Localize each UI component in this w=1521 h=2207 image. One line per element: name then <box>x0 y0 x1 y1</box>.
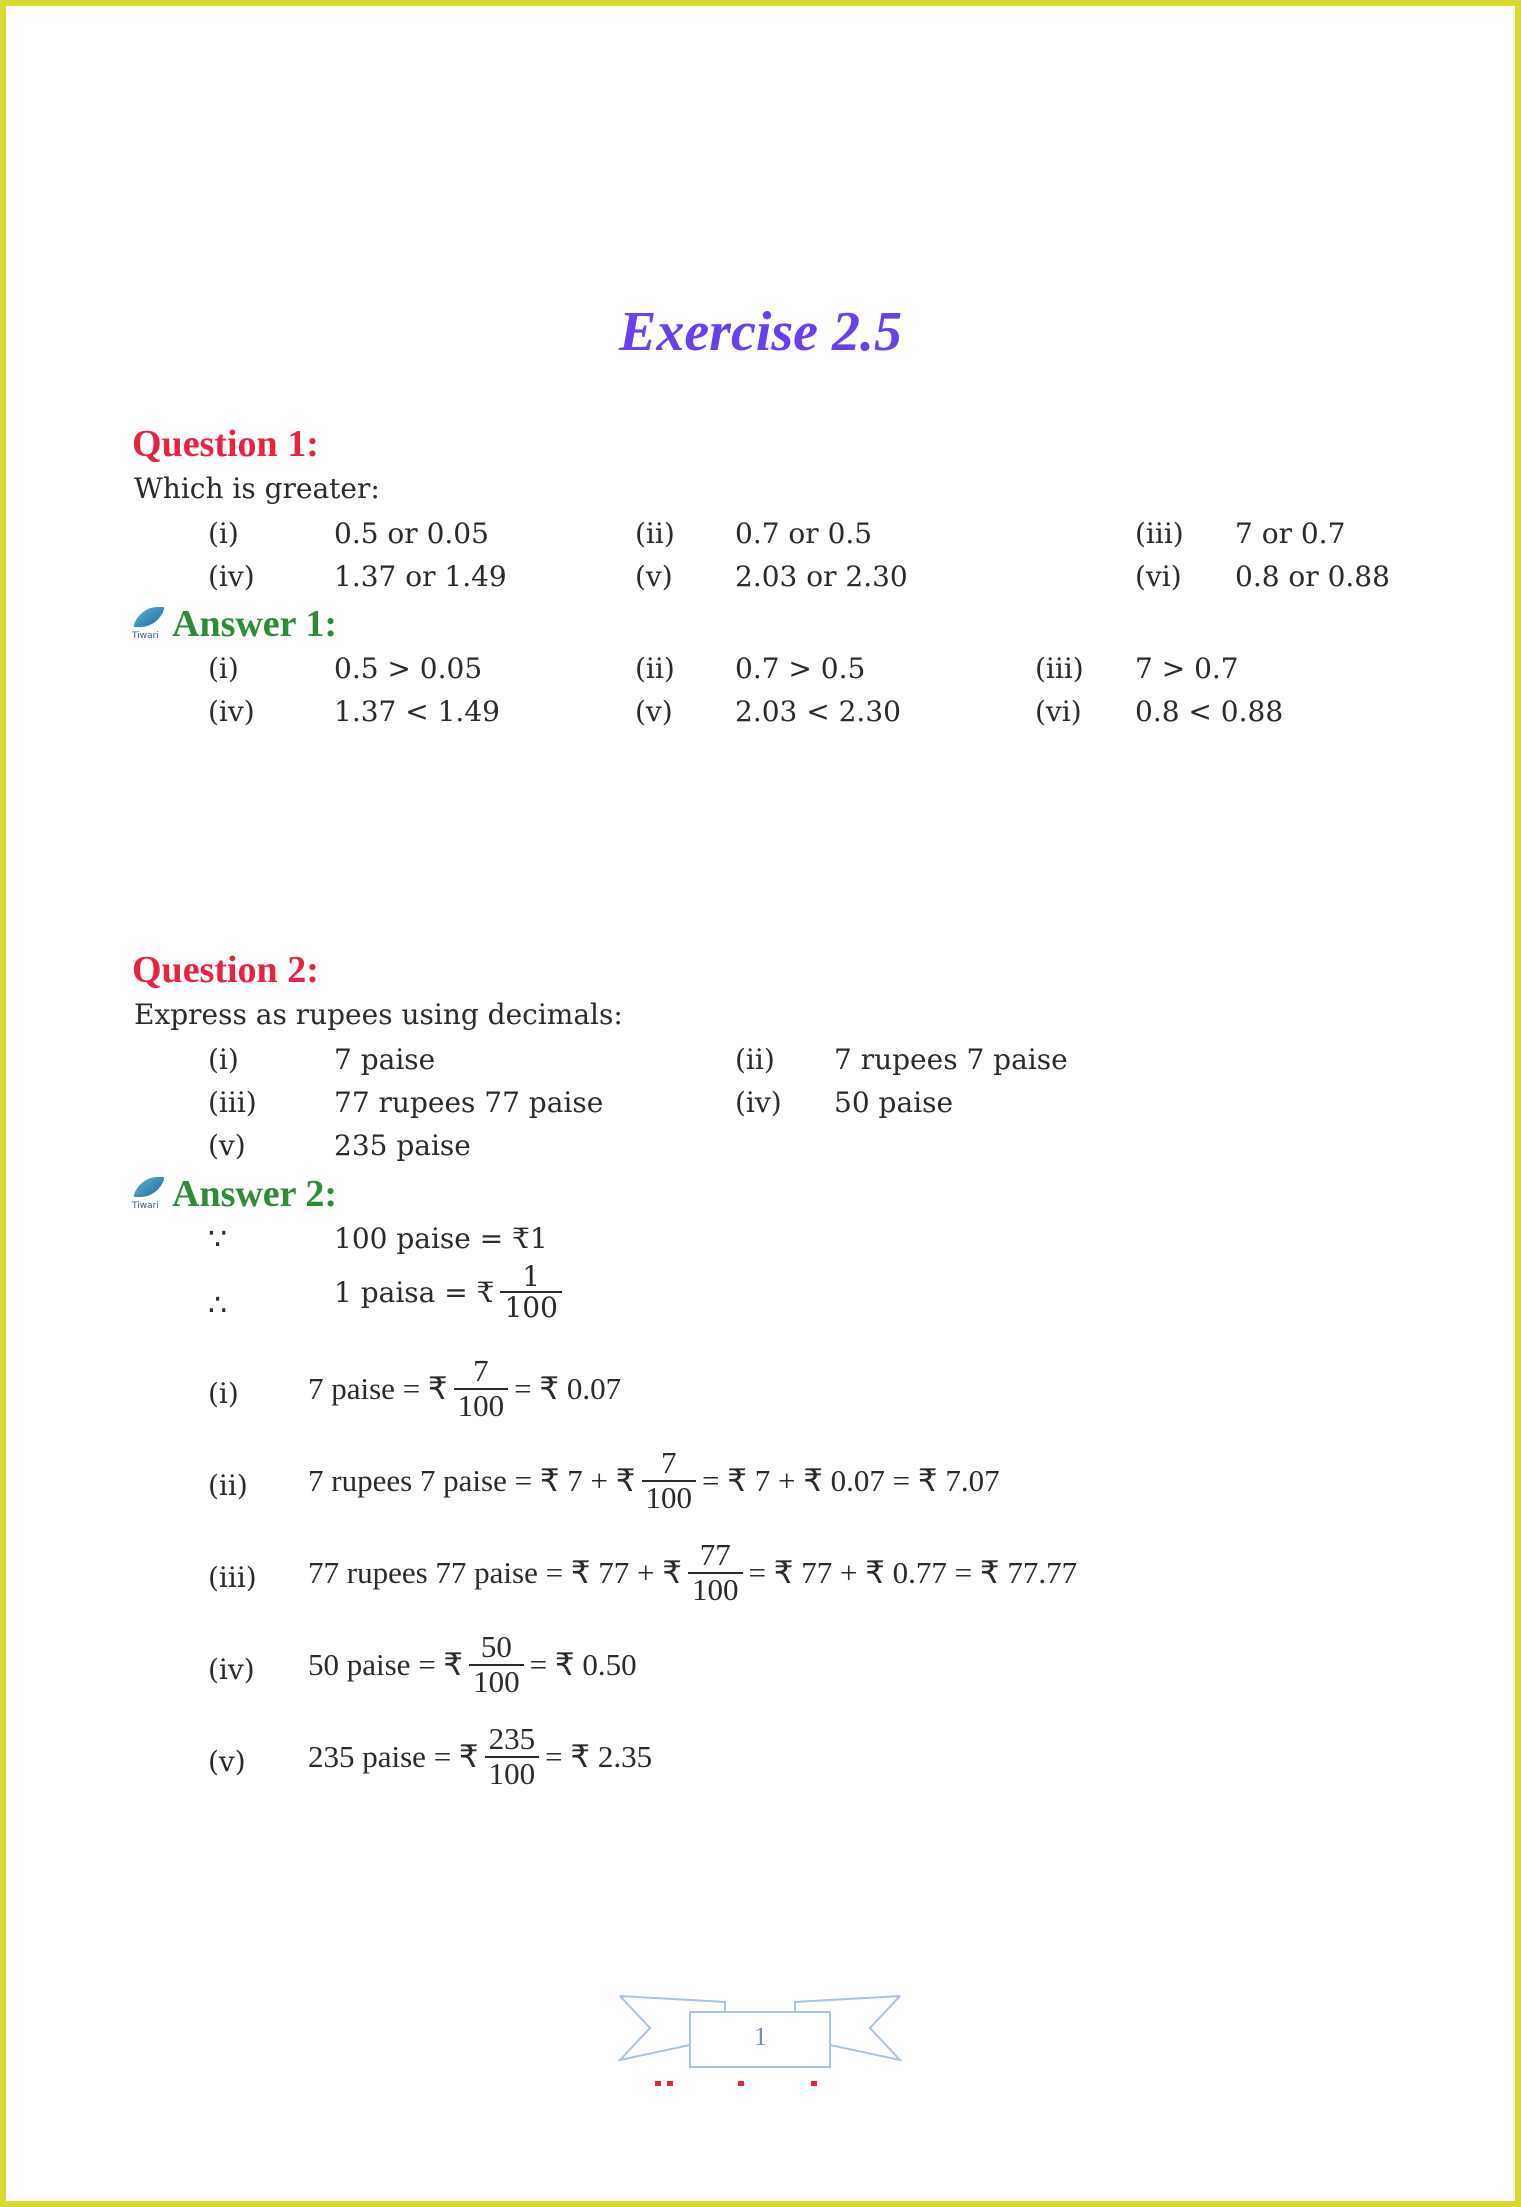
a1-item-2-num: (ii) <box>635 652 675 685</box>
a1-item-6-text: 0.8 < 0.88 <box>1135 695 1284 728</box>
q2-item-4-text: 50 paise <box>834 1086 954 1119</box>
answer-1-heading <box>132 602 337 646</box>
q2-item-4-num: (iv) <box>735 1086 782 1119</box>
a1-item-1-text: 0.5 > 0.05 <box>334 652 483 685</box>
answer-2-label: Answer 2: <box>172 1173 338 1215</box>
q1-item-4-text: 1.37 or 1.49 <box>334 560 507 593</box>
step-4-equation: 50 paise = ₹ $\frac{50}{100}$ = ₹ 0.50 <box>308 1629 637 1699</box>
a1-item-3-num: (iii) <box>1035 652 1084 685</box>
q2-item-5-text: 235 paise <box>334 1129 471 1162</box>
q2-item-2-text: 7 rupees 7 paise <box>834 1043 1068 1076</box>
step-3-equation: 77 rupees 77 paise = ₹ 77 + ₹ $\frac{77}{100}$ = ₹ 77 + ₹ 0.77 = ₹ 77.77 <box>308 1537 1078 1607</box>
q1-item-2-num: (ii) <box>635 517 675 550</box>
a1-item-5-num: (v) <box>635 695 673 728</box>
q2-item-5-num: (v) <box>208 1129 246 1162</box>
step-2-equation: 7 rupees 7 paise = ₹ 7 + ₹ $\frac{7}{100}$ = ₹ 7 + ₹ 0.07 = ₹ 7.07 <box>308 1445 1000 1515</box>
answer-2-heading <box>132 1172 337 1216</box>
footer-dot <box>667 2081 673 2086</box>
therefore-symbol: ∴ <box>208 1288 228 1323</box>
q1-item-1-text: 0.5 or 0.05 <box>334 517 489 550</box>
question-2-heading: Question 2: <box>132 949 319 991</box>
step-1-num: (i) <box>208 1377 239 1410</box>
step-4-num: (iv) <box>208 1653 255 1686</box>
tiwari-logo-icon: Tiwari <box>132 607 168 641</box>
because-statement: 100 paise = ₹1 <box>334 1222 548 1255</box>
q1-item-3-text: 7 or 0.7 <box>1235 517 1346 550</box>
question-1-prompt: Which is greater: <box>134 472 380 505</box>
exercise-title: Exercise 2.5 <box>618 301 903 363</box>
fraction: $\frac{1}{100}$ <box>500 1262 561 1323</box>
q2-item-3-text: 77 rupees 77 paise <box>334 1086 604 1119</box>
a1-item-3-text: 7 > 0.7 <box>1135 652 1239 685</box>
question-1-heading: Question 1: <box>132 423 319 465</box>
step-1-equation: 7 paise = ₹ $\frac{7}{100}$ = ₹ 0.07 <box>308 1353 622 1423</box>
answer-1-label: Answer 1: <box>172 603 338 645</box>
tiwari-logo-icon: Tiwari <box>132 1177 168 1211</box>
step-5-num: (v) <box>208 1745 246 1778</box>
a1-item-6-num: (vi) <box>1035 695 1082 728</box>
a1-item-1-num: (i) <box>208 652 239 685</box>
q1-item-2-text: 0.7 or 0.5 <box>735 517 873 550</box>
footer-dot <box>655 2081 661 2086</box>
q1-item-3-num: (iii) <box>1135 517 1184 550</box>
q1-item-5-text: 2.03 or 2.30 <box>735 560 908 593</box>
step-5-equation: 235 paise = ₹ $\frac{235}{100}$ = ₹ 2.35 <box>308 1721 653 1791</box>
q2-item-1-text: 7 paise <box>334 1043 436 1076</box>
step-3-num: (iii) <box>208 1561 257 1594</box>
because-symbol: ∵ <box>208 1222 228 1257</box>
q1-item-1-num: (i) <box>208 517 239 550</box>
footer-dot <box>738 2081 744 2086</box>
q1-item-4-num: (iv) <box>208 560 255 593</box>
therefore-statement: 1 paisa = ₹ $\frac{1}{100}$ <box>334 1262 568 1323</box>
a1-item-2-text: 0.7 > 0.5 <box>735 652 866 685</box>
a1-item-4-num: (iv) <box>208 695 255 728</box>
a1-item-4-text: 1.37 < 1.49 <box>334 695 500 728</box>
q1-item-6-text: 0.8 or 0.88 <box>1235 560 1390 593</box>
q1-item-5-num: (v) <box>635 560 673 593</box>
q2-item-2-num: (ii) <box>735 1043 775 1076</box>
page-number: 1 <box>754 2022 767 2051</box>
footer-dot <box>811 2081 817 2086</box>
question-2-prompt: Express as rupees using decimals: <box>134 998 623 1031</box>
a1-item-5-text: 2.03 < 2.30 <box>735 695 901 728</box>
q2-item-3-num: (iii) <box>208 1086 257 1119</box>
q1-item-6-num: (vi) <box>1135 560 1182 593</box>
step-2-num: (ii) <box>208 1469 248 1502</box>
q2-item-1-num: (i) <box>208 1043 239 1076</box>
